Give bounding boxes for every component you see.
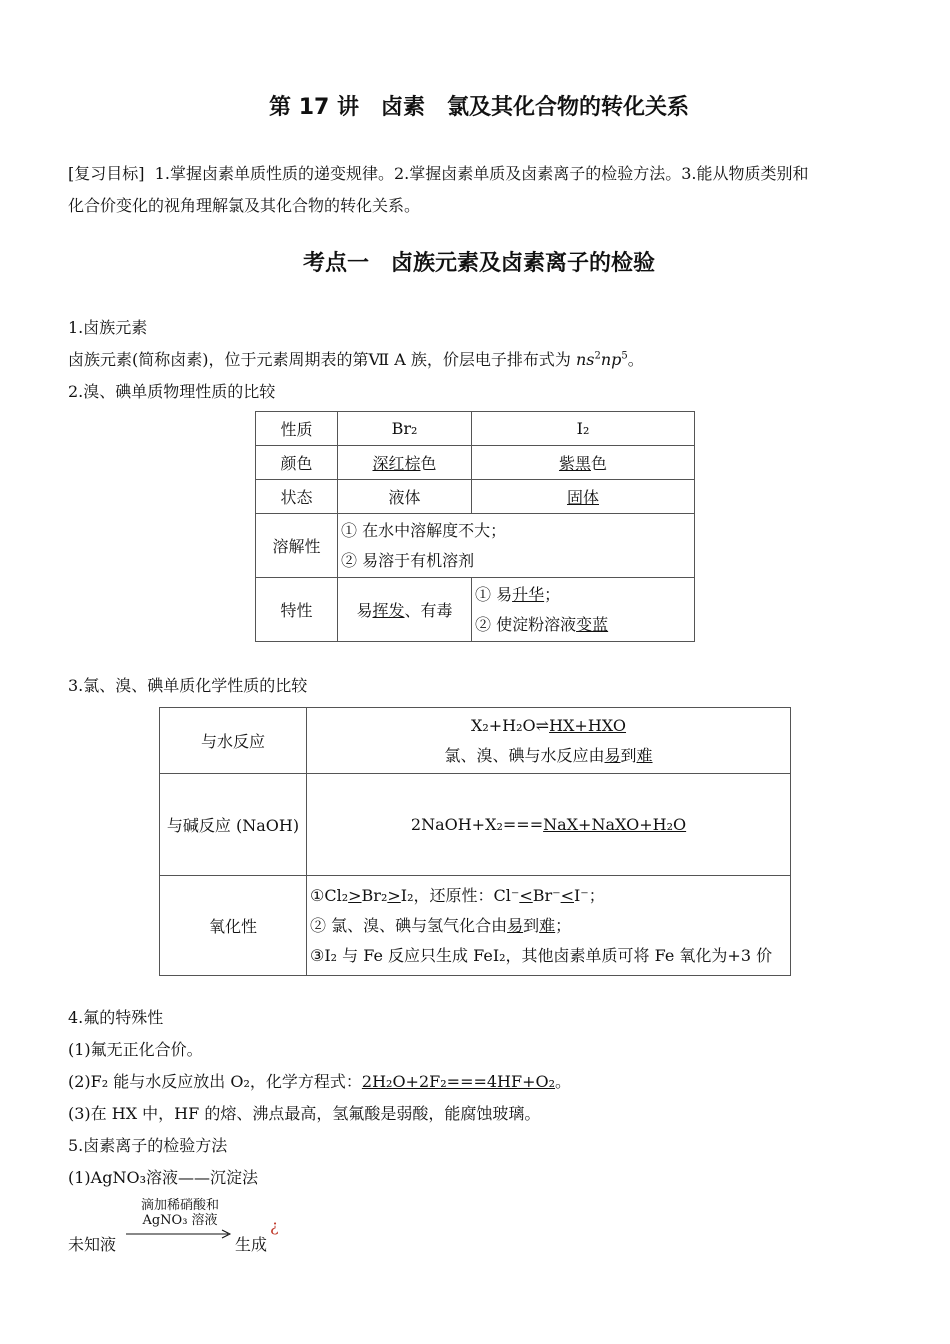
- s1-end: 。: [627, 350, 644, 369]
- section-title: 考点一 卤族元素及卤素离子的检验: [302, 251, 655, 276]
- ox1-lt2: <: [560, 885, 574, 905]
- row-base-label: 与碱反应 (NaOH): [160, 774, 307, 876]
- ox1-c: I₂，还原性：Cl⁻: [400, 885, 520, 905]
- i2-color-answer: 紫黑: [558, 454, 591, 473]
- s1-sup5: 5: [621, 350, 628, 362]
- s4-p3: (3)在 HX 中，HF 的熔、沸点最高，氢氟酸是弱酸，能腐蚀玻璃。: [68, 1104, 541, 1123]
- water-trend-b: 到: [620, 745, 637, 765]
- objectives-tag: [复习目标]: [68, 164, 145, 183]
- base-eq-a: 2NaOH+X₂===: [410, 815, 544, 834]
- base-equation: [307, 774, 791, 876]
- ox1-e: I⁻；: [573, 885, 605, 905]
- br2-state: 液体: [338, 480, 472, 514]
- br2-feat-answer: 挥发: [372, 601, 405, 620]
- s5-heading: 5.卤素离子的检验方法: [68, 1136, 228, 1155]
- br2-feat-a: 易: [356, 601, 373, 620]
- oxidation-cell: [307, 876, 791, 976]
- water-trend-a: 氯、溴、碘与水反应由: [444, 745, 605, 765]
- oxidation-3: ③I₂ 与 Fe 反应只生成 FeI₂，其他卤素单质可将 Fe 氧化为+3 价: [310, 945, 773, 965]
- water-cell: [307, 708, 791, 774]
- s3-heading: 3.氯、溴、碘单质化学性质的比较: [68, 676, 308, 695]
- solubility-1: ① 在水中溶解度不大；: [341, 520, 507, 540]
- header-i2: I₂: [472, 412, 695, 446]
- arrow-condition-2: AgNO₃ 溶液: [142, 1213, 218, 1228]
- ox1-gt2: >: [387, 885, 401, 905]
- header-br2: Br₂: [338, 412, 472, 446]
- i2-state-answer: 固体: [566, 488, 599, 507]
- ox1-b: Br₂: [361, 885, 388, 905]
- s1-heading: 1.卤族元素: [68, 318, 148, 337]
- br2-color-answer: 深红棕: [372, 454, 421, 473]
- s1-sup2: 2: [594, 350, 601, 362]
- row-feature-label: 特性: [256, 578, 338, 642]
- s1-text-a: 卤族元素(简称卤素)，位于元素周期表的第Ⅶ A 族，价层电子排布式为: [68, 350, 576, 369]
- s4-p1: (1)氟无正化合价。: [68, 1040, 203, 1059]
- s2-heading: 2.溴、碘单质物理性质的比较: [68, 382, 276, 401]
- s4-p2-b: 。: [555, 1072, 572, 1091]
- ox1-lt1: <: [519, 885, 533, 905]
- br2-feat-b: 、有毒: [404, 601, 453, 620]
- row-water-label: 与水反应: [160, 708, 307, 774]
- physical-properties-table: [255, 411, 695, 642]
- arrow-condition: [132, 1198, 228, 1228]
- solubility-2: ② 易溶于有机溶剂: [341, 550, 475, 570]
- ox1-gt1: >: [348, 885, 362, 905]
- i2-feature-2: [475, 610, 690, 640]
- objectives-text-1: 1.掌握卤素单质性质的递变规律。2.掌握卤素单质及卤素离子的检验方法。3.能从物质类别和: [154, 164, 809, 183]
- page-title: 第 17 讲 卤素 氯及其化合物的转化关系: [269, 95, 689, 120]
- water-trend: [311, 741, 786, 771]
- i2-feat1-answer: 升华: [512, 584, 545, 604]
- row-color-label: 颜色: [256, 446, 338, 480]
- i2-feature: [472, 578, 695, 642]
- s1-text: [68, 348, 644, 372]
- br2-color: [338, 446, 472, 480]
- water-eq-answer: HX+HXO: [549, 715, 627, 735]
- ox2-easy: 易: [507, 915, 524, 935]
- brace-glyph: ¿: [270, 1216, 279, 1235]
- reaction-arrow: [124, 1228, 236, 1240]
- row-state-label: 状态: [256, 480, 338, 514]
- i2-feature-1: [475, 580, 690, 610]
- water-trend-hard: 难: [636, 745, 653, 765]
- ox2-b: 到: [523, 915, 540, 935]
- scheme-end: 生成: [235, 1235, 268, 1254]
- i2-state: [472, 480, 695, 514]
- objectives-line-1: [68, 162, 808, 186]
- i2-color: [472, 446, 695, 480]
- solubility-cell: [338, 514, 695, 578]
- s1-np: np: [600, 350, 622, 369]
- reaction-scheme: [68, 1196, 328, 1256]
- arrow-condition-1: 滴加稀硝酸和: [140, 1198, 219, 1213]
- i2-feat2-answer: 变蓝: [576, 614, 609, 634]
- row-solubility-label: 溶解性: [256, 514, 338, 578]
- ox1-d: Br⁻: [532, 885, 561, 905]
- ox2-c: ；: [555, 915, 572, 935]
- ox2-hard: 难: [539, 915, 556, 935]
- oxidation-1: [310, 881, 786, 911]
- base-eq-answer: NaX+NaXO+H₂O: [543, 815, 687, 834]
- s4-p2: [68, 1070, 571, 1094]
- water-eq-a: X₂+H₂O⇌: [470, 715, 550, 735]
- i2-feat1-b: ；: [544, 584, 561, 604]
- s4-p2-equation: 2H₂O+2F₂===4HF+O₂: [361, 1072, 556, 1091]
- objectives-line-2: 化合价变化的视角理解氯及其化合物的转化关系。: [68, 196, 421, 215]
- s4-heading: 4.氟的特殊性: [68, 1008, 164, 1027]
- i2-feat1-a: ① 易: [475, 584, 513, 604]
- s4-p2-a: (2)F₂ 能与水反应放出 O₂，化学方程式：: [68, 1072, 362, 1091]
- water-equation: [311, 711, 786, 741]
- br2-color-tail: 色: [420, 454, 437, 473]
- s1-ns: ns: [575, 350, 595, 369]
- i2-color-tail: 色: [591, 454, 608, 473]
- water-trend-easy: 易: [604, 745, 621, 765]
- chemical-properties-table: [159, 707, 791, 976]
- header-property: 性质: [256, 412, 338, 446]
- ox2-a: ② 氯、溴、碘与氢气化合由: [310, 915, 508, 935]
- s5-p1: (1)AgNO₃溶液——沉淀法: [68, 1168, 258, 1187]
- i2-feat2-a: ② 使淀粉溶液: [475, 614, 577, 634]
- row-oxidation-label: 氧化性: [160, 876, 307, 976]
- ox1-a: ①Cl₂: [310, 885, 349, 905]
- scheme-start: 未知液: [68, 1235, 117, 1254]
- br2-feature: [338, 578, 472, 642]
- oxidation-2: [310, 911, 786, 941]
